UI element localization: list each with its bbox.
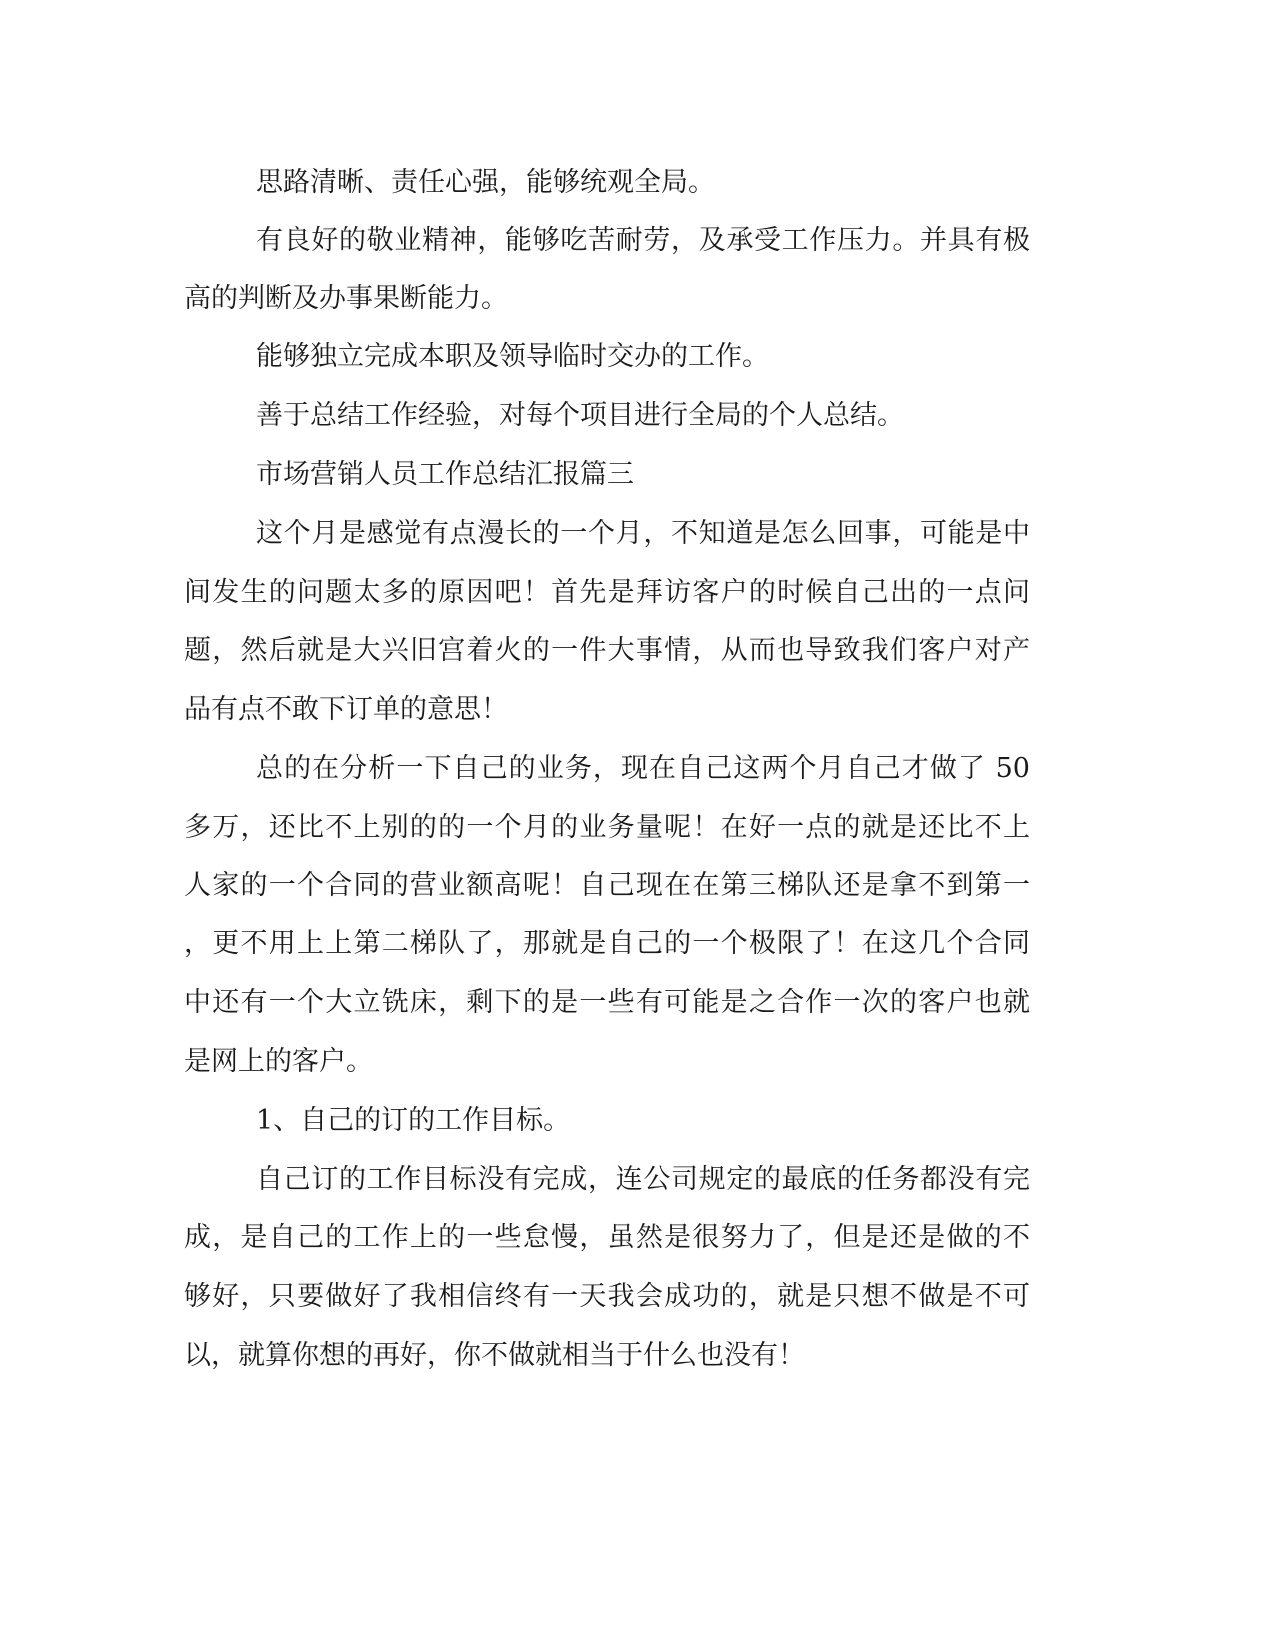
paragraph-line: 人家的一个合同的营业额高呢！自己现在在第三梯队还是拿不到第一 xyxy=(184,870,1030,901)
paragraph-line: 多万，还比不上别的的一个月的业务量呢！在好一点的就是还比不上 xyxy=(184,812,1030,843)
paragraph-line: 自己订的工作目标没有完成，连公司规定的最底的任务都没有完 xyxy=(256,1164,1030,1195)
paragraph-line: ，更不用上上第二梯队了，那就是自己的一个极限了！在这几个合同 xyxy=(184,928,1030,959)
paragraph-line: 够好，只要做好了我相信终有一天我会成功的，就是只想不做是不可 xyxy=(184,1281,1030,1312)
paragraph-line: 品有点不敢下订单的意思！ xyxy=(184,694,508,725)
paragraph-line: 以，就算你想的再好，你不做就相当于什么也没有！ xyxy=(184,1340,805,1371)
paragraph-line: 有良好的敬业精神，能够吃苦耐劳，及承受工作压力。并具有极 xyxy=(256,225,1030,256)
paragraph-line: 思路清晰、责任心强，能够统观全局。 xyxy=(256,167,715,198)
paragraph-line: 成，是自己的工作上的一些怠慢，虽然是很努力了，但是还是做的不 xyxy=(184,1222,1030,1253)
paragraph-line: 善于总结工作经验，对每个项目进行全局的个人总结。 xyxy=(256,400,904,431)
paragraph-line: 题，然后就是大兴旧宫着火的一件大事情，从而也导致我们客户对产 xyxy=(184,635,1030,666)
paragraph-line: 总的在分析一下自己的业务，现在自己这两个月自己才做了 50 xyxy=(256,753,1030,784)
paragraph-line: 这个月是感觉有点漫长的一个月，不知道是怎么回事，可能是中 xyxy=(256,518,1030,549)
paragraph-line: 高的判断及办事果断能力。 xyxy=(184,283,508,314)
section-heading: 市场营销人员工作总结汇报篇三 xyxy=(256,459,634,490)
list-item-heading: 1、自己的订的工作目标。 xyxy=(256,1105,571,1136)
paragraph-line: 能够独立完成本职及领导临时交办的工作。 xyxy=(256,341,769,372)
paragraph-line: 中还有一个大立铣床，剩下的是一些有可能是之合作一次的客户也就 xyxy=(184,987,1030,1018)
paragraph-line: 间发生的问题太多的原因吧！首先是拜访客户的时候自己出的一点问 xyxy=(184,577,1030,608)
paragraph-line: 是网上的客户。 xyxy=(184,1046,373,1077)
